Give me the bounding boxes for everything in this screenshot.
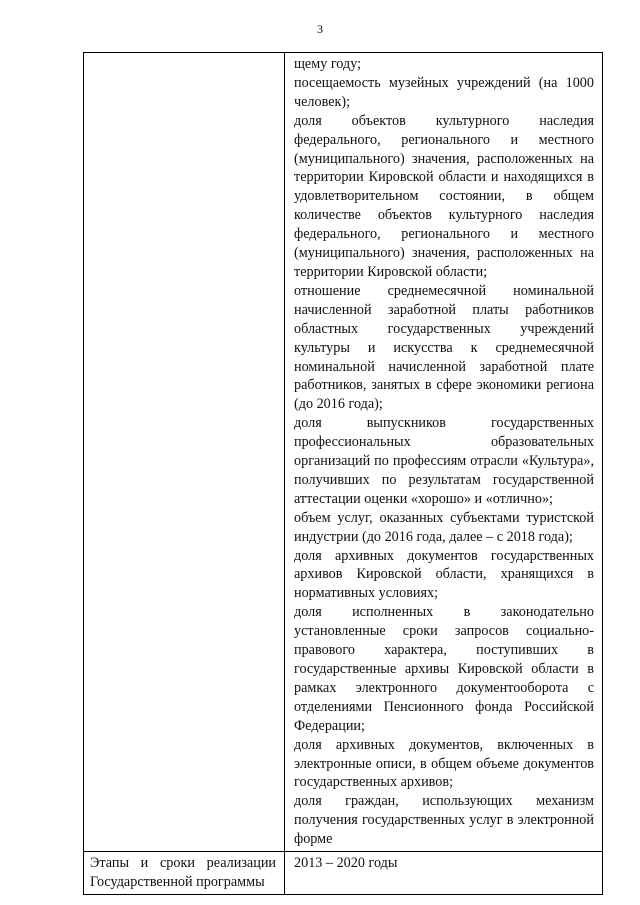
- stages-value: 2013 – 2020 годы: [294, 855, 398, 872]
- program-passport-table: [83, 52, 603, 895]
- stages-label-cell: [84, 852, 285, 895]
- indicator-item: доля исполненных в законодательно установленные сроки запросов социально-правового характера, поступивших в государственные архивы Кировской области в рамках электронного документооборота с отделениями Пенсионного фонда Российской Федерации;: [294, 604, 594, 734]
- table-row-stages: [84, 852, 603, 895]
- indicator-item: объем услуг, оказанных субъектами туристской индустрии (до 2016 года, далее – с 2018 года);: [294, 509, 594, 545]
- indicators-value-cell: [285, 53, 603, 852]
- indicator-item: посещаемость музейных учреждений (на 1000 человек);: [294, 74, 594, 110]
- indicator-item: доля объектов культурного наследия федерального, регионального и местного (муниципального) значения, расположенных на территории Кировской области и находящихся в удовлетворительном состоянии, в общем количестве объектов культурного наследия федерального, регионального и местного (муниципального) значения, расположенных на территории Кировской области;: [294, 112, 594, 280]
- indicator-item: доля выпускников государственных профессиональных образовательных организаций по профессиям отрасли «Культура», получивших по результатам государственной аттестации оценки «хорошо» и «отлично»;: [294, 415, 594, 507]
- indicator-item: доля архивных документов, включенных в электронные описи, в общем объеме документов государственных архивов;: [294, 736, 594, 791]
- indicators-label-cell: [84, 53, 285, 852]
- indicator-item: щему году;: [294, 56, 362, 72]
- indicator-item: отношение среднемесячной номинальной начисленной заработной платы работников областных государственных учреждений культуры и искусства к среднемесячной номинальной начисленной заработной плате работников, занятых в сфере экономики региона (до 2016 года);: [294, 282, 594, 413]
- stages-label: Этапы и сроки реализации Государственной программы: [90, 855, 276, 890]
- page-number: 3: [317, 22, 323, 36]
- indicator-item: доля архивных документов государственных архивов Кировской области, хранящихся в нормативных условиях;: [294, 547, 594, 602]
- table-row-indicators: [84, 53, 603, 852]
- stages-value-cell: [285, 852, 603, 895]
- indicator-item: доля граждан, использующих механизм получения государственных услуг в электронной форме: [294, 793, 594, 848]
